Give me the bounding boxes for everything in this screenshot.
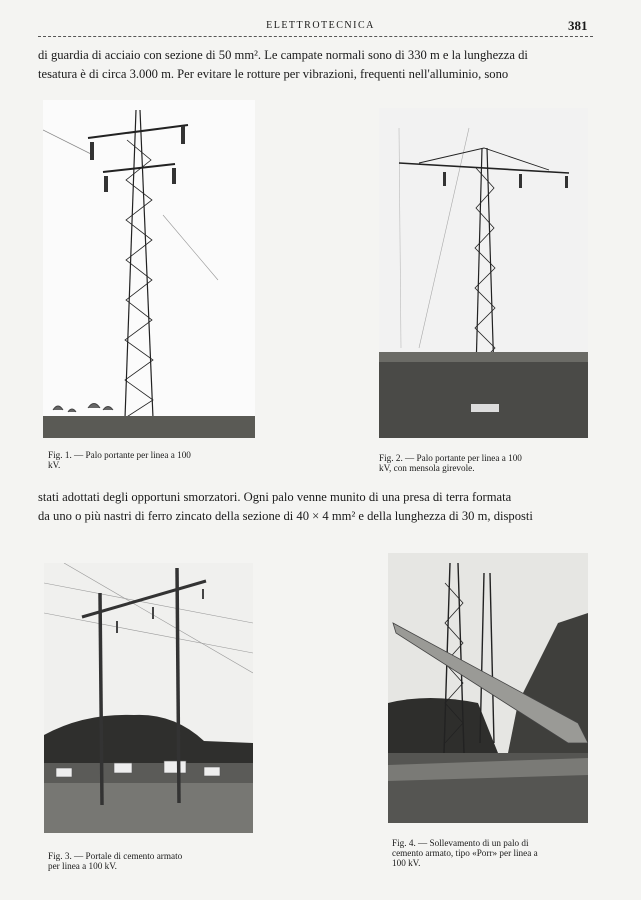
caption-line: per linea a 100 kV. — [48, 861, 117, 871]
caption-line: Fig. 4. — Sollevamento di un palo di — [392, 838, 529, 848]
caption-line: 100 kV. — [392, 858, 421, 868]
caption-line: Fig. 3. — Portale di cemento armato — [48, 851, 183, 861]
text-line: da uno o più nastri di ferro zincato della sezione di 40 × 4 mm² e della lunghezza di 30 m, disposti — [38, 509, 533, 523]
figure-3-photo — [44, 563, 253, 833]
paragraph-top — [38, 46, 593, 84]
text-line: tesatura è di circa 3.000 m. Per evitare le rotture per vibrazioni, frequenti nell'alluminio, sono — [38, 67, 509, 81]
page-number: 381 — [568, 18, 588, 33]
figure-2-caption — [379, 453, 522, 473]
caption-line: kV. — [48, 460, 61, 470]
figure-4-caption — [392, 838, 538, 868]
figure-2-photo — [379, 108, 588, 438]
text-line: stati adottati degli opportuni smorzatori. Ogni palo venne munito di una presa di terra formata — [38, 490, 512, 504]
caption-line: cemento armato, tipo «Porr» per linea a — [392, 848, 538, 858]
text-line: di guardia di acciaio con sezione di 50 mm². Le campate normali sono di 330 m e la lunghezza di — [38, 48, 528, 62]
figure-4-photo — [388, 553, 588, 823]
caption-line: kV, con mensola girevole. — [379, 463, 475, 473]
caption-line: Fig. 2. — Palo portante per linea a 100 — [379, 453, 522, 463]
running-head: ELETTROTECNICA — [266, 20, 375, 31]
figure-1-photo — [43, 100, 255, 438]
figure-3-caption — [48, 851, 182, 871]
paragraph-middle — [38, 488, 593, 526]
figure-1-caption — [48, 450, 191, 470]
header-rule — [38, 36, 593, 37]
caption-line: Fig. 1. — Palo portante per linea a 100 — [48, 450, 191, 460]
